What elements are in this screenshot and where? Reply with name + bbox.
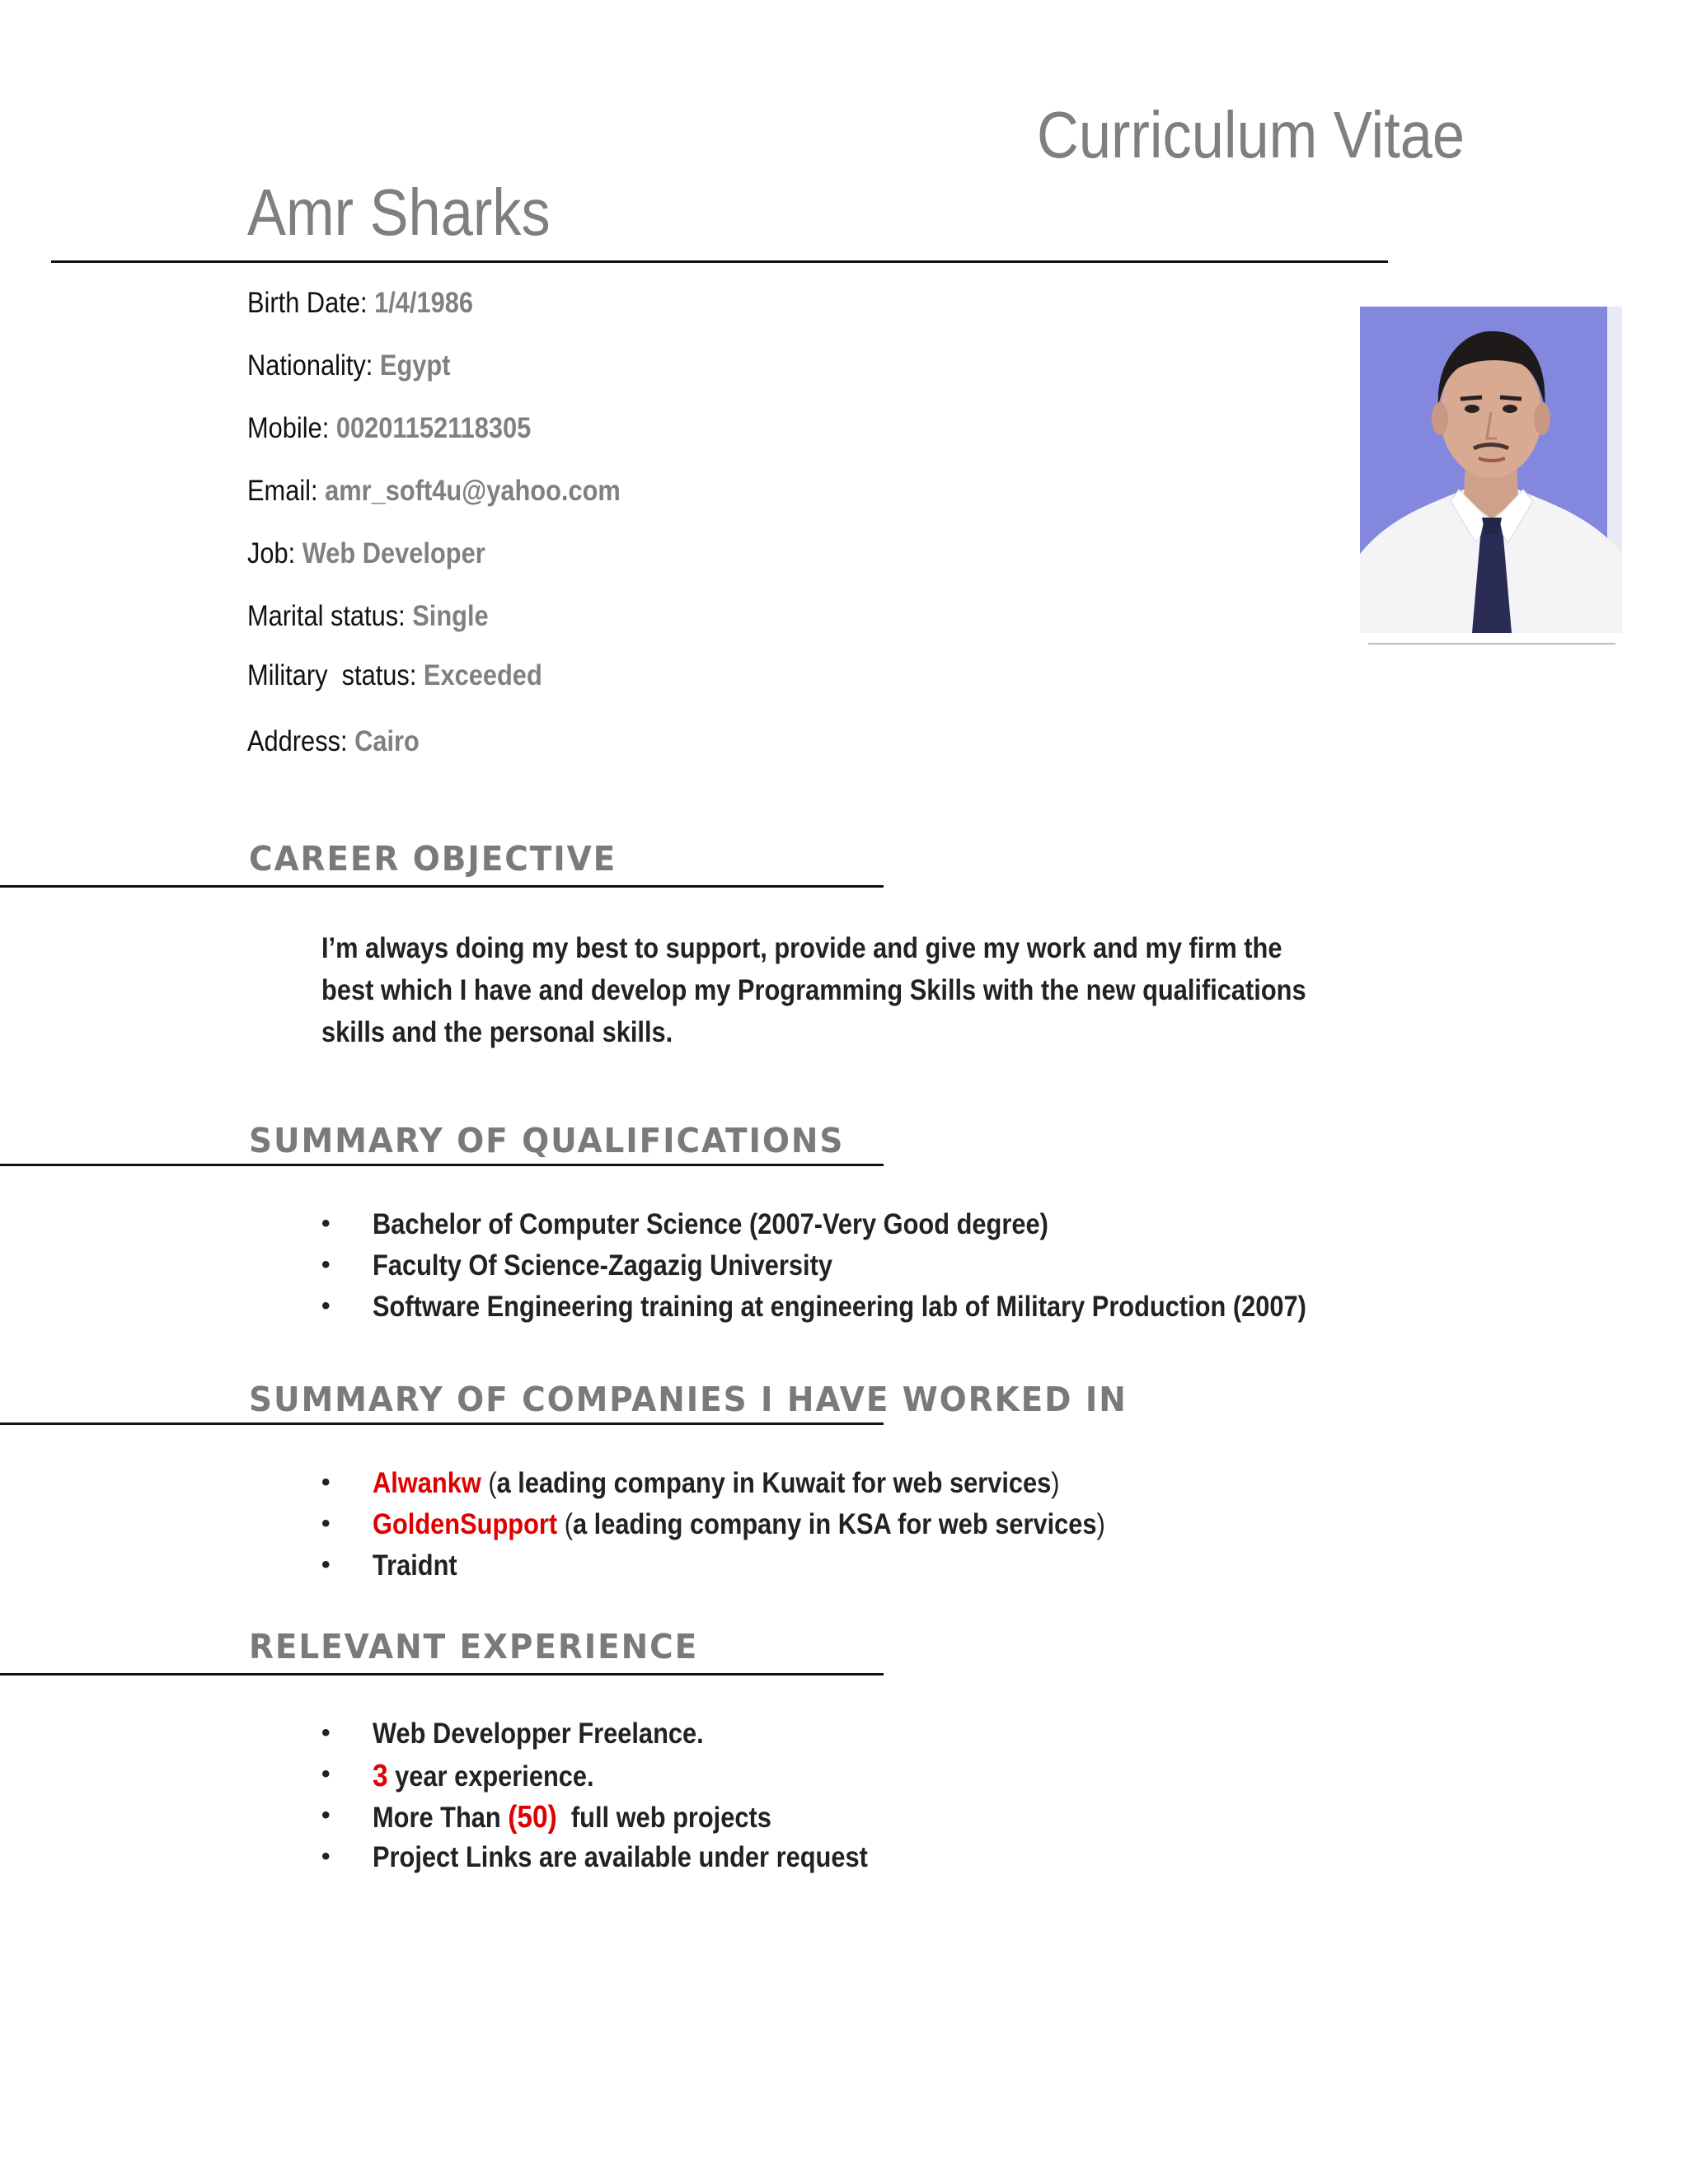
section-title-experience: RELEVANT EXPERIENCE xyxy=(249,1627,699,1666)
section-title-companies: SUMMARY OF COMPANIES I HAVE WORKED IN xyxy=(249,1380,1128,1419)
header-divider xyxy=(51,260,1388,263)
info-label: Military status: xyxy=(247,659,424,691)
paren-close: ) xyxy=(1051,1467,1060,1499)
info-label: Address: xyxy=(247,725,355,757)
years-number: 3 xyxy=(373,1759,388,1793)
company-name: GoldenSupport xyxy=(373,1508,558,1540)
info-label: Mobile: xyxy=(247,412,336,444)
info-value: 1/4/1986 xyxy=(374,287,473,319)
bullet-icon: • xyxy=(321,1843,331,1870)
bullet-icon: • xyxy=(321,1510,331,1537)
projects-post: full web projects xyxy=(556,1802,771,1834)
projects-pre: More Than xyxy=(373,1802,509,1834)
list-item-text xyxy=(373,1800,771,1835)
bullet-icon: • xyxy=(321,1292,331,1319)
company-description: a leading company in Kuwait for web services xyxy=(496,1467,1052,1499)
paren-open: ( xyxy=(557,1508,573,1540)
section-divider xyxy=(0,1673,884,1675)
projects-number: (50) xyxy=(508,1800,557,1835)
years-text: year experience. xyxy=(387,1760,594,1793)
section-divider xyxy=(0,885,884,888)
info-value: Single xyxy=(412,600,489,632)
bullet-icon: • xyxy=(321,1551,331,1578)
info-label: Nationality: xyxy=(247,349,380,382)
info-label: Email: xyxy=(247,475,326,507)
company-description: a leading company in KSA for web services xyxy=(572,1508,1097,1540)
info-label: Job: xyxy=(247,537,302,569)
profile-photo xyxy=(1360,307,1622,633)
info-label: Birth Date: xyxy=(247,287,375,319)
list-item-text xyxy=(373,1759,594,1794)
info-value: Web Developer xyxy=(302,537,485,569)
bullet-icon: • xyxy=(321,1719,331,1746)
bullet-icon: • xyxy=(321,1760,331,1788)
info-military-status xyxy=(247,659,542,692)
paren-close: ) xyxy=(1096,1508,1105,1540)
list-item-text: Faculty Of Science-Zagazig University xyxy=(373,1249,833,1282)
info-mobile xyxy=(247,412,531,445)
info-nationality xyxy=(247,349,450,382)
company-name: Traidnt xyxy=(373,1549,457,1582)
info-value: Cairo xyxy=(354,725,420,757)
person-portrait-icon xyxy=(1360,307,1622,633)
info-marital-status xyxy=(247,600,489,633)
bullet-icon: • xyxy=(321,1251,331,1278)
section-divider xyxy=(0,1164,884,1166)
document-title: Curriculum Vitae xyxy=(1037,98,1465,171)
list-item-text: Software Engineering training at engineering lab of Military Production (2007) xyxy=(373,1291,1306,1323)
section-title-qualifications: SUMMARY OF QUALIFICATIONS xyxy=(249,1121,845,1160)
list-item-text: Project Links are available under request xyxy=(373,1841,868,1873)
info-email xyxy=(247,475,621,508)
info-value: Exceeded xyxy=(423,659,542,691)
info-label: Marital status: xyxy=(247,600,413,632)
info-birth-date xyxy=(247,287,473,320)
info-address xyxy=(247,725,420,758)
list-item-text xyxy=(373,1508,1105,1541)
bullet-icon: • xyxy=(321,1469,331,1496)
person-name: Amr Sharks xyxy=(247,176,551,249)
section-title-career-objective: CAREER OBJECTIVE xyxy=(249,839,617,879)
info-job xyxy=(247,537,485,570)
info-value: amr_soft4u@yahoo.com xyxy=(325,475,621,507)
info-value: Egypt xyxy=(379,349,451,382)
list-item-text: Bachelor of Computer Science (2007-Very Good degree) xyxy=(373,1208,1048,1240)
company-name: Alwankw xyxy=(373,1467,481,1499)
bullet-icon: • xyxy=(321,1802,331,1829)
list-item-text xyxy=(373,1467,1060,1500)
list-item-text: Web Developper Freelance. xyxy=(373,1718,704,1750)
career-objective-text: I’m always doing my best to support, provide and give my work and my firm the best which I have and develop my Programming Skills with the new qualifications skills and the personal skills. xyxy=(321,932,1306,1048)
info-value: 00201152118305 xyxy=(335,412,532,444)
paren-open: ( xyxy=(481,1467,497,1499)
photo-underline xyxy=(1368,643,1615,644)
section-divider xyxy=(0,1422,884,1425)
bullet-icon: • xyxy=(321,1210,331,1237)
